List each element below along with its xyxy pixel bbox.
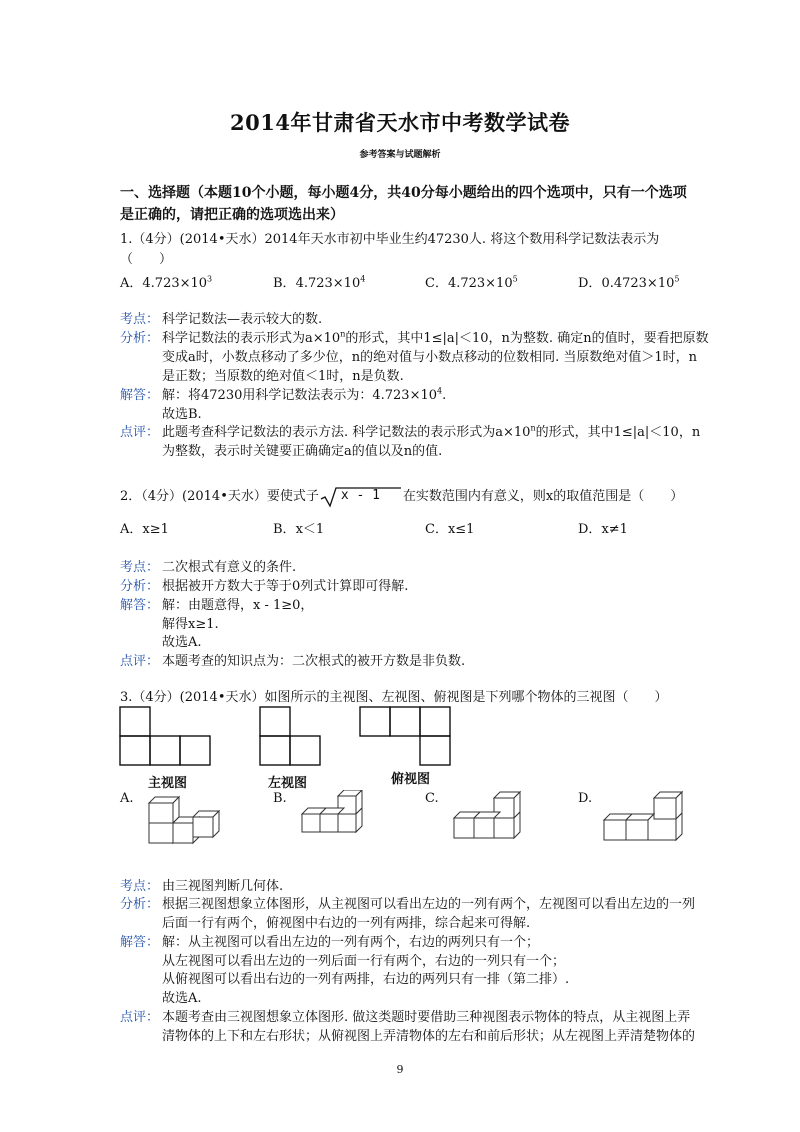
q1-dianping-label: 点评： <box>120 425 160 440</box>
front-view-label: 主视图 <box>148 776 188 791</box>
q3-kaodian-text: 由三视图判断几何体. <box>162 879 284 894</box>
top-view-label: 俯视图 <box>391 772 431 787</box>
q2-dianping-label: 点评： <box>120 654 160 669</box>
q1-kaodian-label: 考点： <box>120 312 160 327</box>
q2-option-c: C．x≤1 <box>425 522 475 537</box>
page-title: 2014年甘肃省天水市中考数学试卷 <box>230 110 570 135</box>
page-number: 9 <box>396 1063 404 1076</box>
solid-figure-a <box>145 793 225 845</box>
q1-option-b: B．$4.723\times 10^4$ <box>273 274 366 291</box>
q2-fenxi-label: 分析： <box>120 579 160 594</box>
section-heading-line1: 一、选择题（本题10个小题，每小题4分，共40分每小题给出的四个选项中，只有一个选项 <box>120 185 687 201</box>
q3-option-b-label: B. <box>273 791 287 806</box>
q1-fenxi-line2: 变成a时，小数点移动了多少位，n的绝对值与小数点移动的位数相同. 当原数绝对值＞1时，n <box>162 350 698 365</box>
q1-kaodian-text: 科学记数法—表示较大的数. <box>162 312 323 327</box>
q2-dianping-text: 本题考查的知识点为：二次根式的被开方数是非负数. <box>162 654 466 669</box>
q1-stem-line2: （ ） <box>120 252 173 267</box>
q1-stem-line1: 1.（4分）(2014•天水）2014年天水市初中毕业生约47230人. 将这个数用科学记数法表示为 <box>120 232 660 247</box>
q1-fenxi-line1: 科学记数法的表示形式为$a\times 10^n$的形式，其中1≤|a|＜10，n为整数. 确定n的值时，要看把原数 <box>162 329 709 346</box>
solid-figure-d <box>600 790 688 844</box>
q2-option-d: D．x≠1 <box>578 522 628 537</box>
q1-jieda-line1: 解：将47230用科学记数法表示为：$4.723\times 10^4$. <box>162 386 447 403</box>
q1-dianping-line2: 为整数，表示时关键要正确确定a的值以及n的值. <box>162 444 443 459</box>
radical-expression: x - 1 <box>319 486 403 508</box>
q3-jieda-line4: 故选A. <box>162 991 202 1006</box>
q1-option-d: D．$0.4723\times 10^5$ <box>578 274 680 291</box>
q3-jieda-line2: 从左视图可以看出左边的一列后面一行有两个，右边的一列只有一个； <box>162 954 566 969</box>
section-heading-line2: 是正确的，请把正确的选项选出来） <box>120 207 344 223</box>
q1-jieda-line2: 故选B. <box>162 407 202 422</box>
q3-dianping-line1: 本题考查由三视图想象立体图形. 做这类题时要借助三种视图表示物体的特点，从主视图上弄 <box>162 1010 691 1025</box>
q2-jieda-line2: 解得x≥1. <box>162 617 219 632</box>
q1-dianping-line1: 此题考查科学记数法的表示方法. 科学记数法的表示形式为$a\times 10^n$的形式，其中1≤|a|＜10，n <box>162 423 701 440</box>
q1-fenxi-line3: 是正数；当原数的绝对值＜1时，n是负数. <box>162 369 404 384</box>
solid-figure-b <box>298 790 378 838</box>
q3-jieda-line1: 解：从主视图可以看出左边的一列有两个，右边的两列只有一个； <box>162 935 540 950</box>
q3-stem: 3.（4分）(2014•天水）如图所示的主视图、左视图、俯视图是下列哪个物体的三视图（ ） <box>120 690 668 705</box>
q2-jieda-line1: 解：由题意得，x - 1≥0， <box>162 598 314 613</box>
q3-fenxi-line2: 后面一行有两个，俯视图中右边的一列有两排，综合起来可得解. <box>162 916 531 931</box>
q3-fenxi-label: 分析： <box>120 897 160 912</box>
q2-stem: 2．（4分）(2014•天水）要使式子 x - 1 在实数范围内有意义，则x的取值范围是（ ） <box>120 485 683 508</box>
q1-fenxi-label: 分析： <box>120 331 160 346</box>
solid-figure-c <box>450 790 530 842</box>
front-view-figure <box>118 705 214 767</box>
q1-option-c: C．$4.723\times 10^5$ <box>425 274 518 291</box>
q3-option-c-label: C. <box>425 791 439 806</box>
q2-kaodian-label: 考点： <box>120 560 160 575</box>
top-view-figure <box>358 705 454 767</box>
q3-jieda-label: 解答： <box>120 935 160 950</box>
q3-kaodian-label: 考点： <box>120 879 160 894</box>
q3-jieda-line3: 从俯视图可以看出右边的一列有两排，右边的两列只有一排（第二排）. <box>162 972 570 987</box>
q3-fenxi-line1: 根据三视图想象立体图形，从主视图可以看出左边的一列有两个，左视图可以看出左边的一列 <box>162 897 696 912</box>
left-view-figure <box>258 705 324 767</box>
q2-fenxi-text: 根据被开方数大于等于0列式计算即可得解. <box>162 579 409 594</box>
page-subtitle: 参考答案与试题解析 <box>359 150 441 160</box>
left-view-label: 左视图 <box>268 776 308 791</box>
q3-dianping-label: 点评： <box>120 1010 160 1025</box>
q1-option-a: A．$4.723\times 10^3$ <box>120 274 213 291</box>
q1-jieda-label: 解答： <box>120 388 160 403</box>
section-heading <box>120 182 740 226</box>
q2-option-b: B．x＜1 <box>273 522 325 537</box>
q3-dianping-line2: 清物体的上下和左右形状；从俯视图上弄清物体的左右和前后形状；从左视图上弄清楚物体的 <box>162 1029 696 1044</box>
q2-kaodian-text: 二次根式有意义的条件. <box>162 560 297 575</box>
q3-option-a-label: A. <box>120 791 134 806</box>
q3-option-d-label: D. <box>578 791 593 806</box>
q2-jieda-line3: 故选A. <box>162 635 202 650</box>
q2-jieda-label: 解答： <box>120 598 160 613</box>
q2-option-a: A．x≥1 <box>120 522 169 537</box>
